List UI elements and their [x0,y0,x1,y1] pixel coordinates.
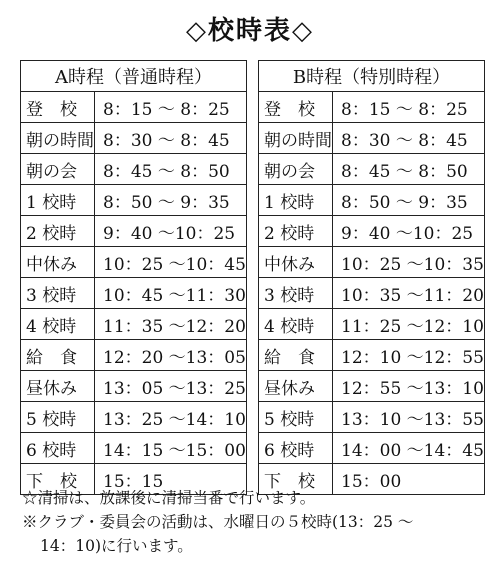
period-label: 下 校 [21,464,95,495]
period-label: 登 校 [21,92,95,123]
schedule-table-a [20,60,247,495]
period-label: 4 校時 [259,309,333,340]
period-label: 5 校時 [259,402,333,433]
period-label: 6 校時 [21,433,95,464]
period-label: 朝の会 [259,154,333,185]
period-time: 8：15 ～ 8：25 [95,92,247,123]
period-label: 2 校時 [259,216,333,247]
period-label: 朝の時間 [21,123,95,154]
period-time: 15：00 [333,464,485,495]
period-label: 給 食 [259,340,333,371]
period-label: 朝の会 [21,154,95,185]
period-time: 8：50 ～ 9：35 [333,185,485,216]
period-time: 8：30 ～ 8：45 [333,123,485,154]
period-time: 13：10 ～13：55 [333,402,485,433]
table-row [259,340,485,371]
table-row [259,433,485,464]
club-note-line-2: 14：10)に行います。 [40,537,193,555]
period-time: 8：15 ～ 8：25 [333,92,485,123]
period-time: 9：40 ～10：25 [333,216,485,247]
table-row [21,185,247,216]
table-row [21,92,247,123]
period-time: 14：00 ～14：45 [333,433,485,464]
period-time: 10：25 ～10：35 [333,247,485,278]
period-time: 15：15 [95,464,247,495]
period-label: 登 校 [259,92,333,123]
period-time: 13：05 ～13：25 [95,371,247,402]
table-row [21,216,247,247]
table-row [21,340,247,371]
table-row [259,402,485,433]
period-label: 中休み [21,247,95,278]
period-label: 下 校 [259,464,333,495]
table-row [21,402,247,433]
table-header-row [21,61,247,92]
table-row [259,185,485,216]
period-time: 8：45 ～ 8：50 [333,154,485,185]
period-label: 4 校時 [21,309,95,340]
table-header-row [259,61,485,92]
schedule-table-b [258,60,485,495]
period-time: 12：20 ～13：05 [95,340,247,371]
table-row [21,154,247,185]
table-row [259,92,485,123]
period-label: 2 校時 [21,216,95,247]
period-time: 8：45 ～ 8：50 [95,154,247,185]
table-row [21,309,247,340]
period-time: 10：35 ～11：20 [333,278,485,309]
period-time: 11：25 ～12：10 [333,309,485,340]
period-time: 10：25 ～10：45 [95,247,247,278]
table-row [259,154,485,185]
period-label: 昼休み [21,371,95,402]
period-label: 3 校時 [259,278,333,309]
period-label: 給 食 [21,340,95,371]
table-row [259,309,485,340]
period-label: 6 校時 [259,433,333,464]
table-row [259,371,485,402]
table-row [21,371,247,402]
period-time: 12：55 ～13：10 [333,371,485,402]
table-row [259,247,485,278]
period-time: 10：45 ～11：30 [95,278,247,309]
table-row [259,278,485,309]
period-label: 中休み [259,247,333,278]
period-time: 8：50 ～ 9：35 [95,185,247,216]
table-row [259,216,485,247]
table-a-header: A時程（普通時程） [21,61,247,92]
period-time: 13：25 ～14：10 [95,402,247,433]
table-b-header: B時程（特別時程） [259,61,485,92]
table-row [21,433,247,464]
period-label: 昼休み [259,371,333,402]
cleaning-note: ☆清掃は、放課後に清掃当番で行います。 [22,489,316,507]
period-time: 8：30 ～ 8：45 [95,123,247,154]
period-label: 1 校時 [21,185,95,216]
notes [22,486,492,558]
period-label: 朝の時間 [259,123,333,154]
table-row [21,278,247,309]
club-note-line-1: ※クラブ・委員会の活動は、水曜日の５校時(13：25 ～ [22,513,414,531]
table-row [21,247,247,278]
page-title: ◇校時表◇ [186,16,314,46]
period-label: 3 校時 [21,278,95,309]
period-time: 9：40 ～10：25 [95,216,247,247]
period-time: 11：35 ～12：20 [95,309,247,340]
period-label: 5 校時 [21,402,95,433]
table-row [21,123,247,154]
period-label: 1 校時 [259,185,333,216]
table-row [259,123,485,154]
period-time: 12：10 ～12：55 [333,340,485,371]
period-time: 14：15 ～15：00 [95,433,247,464]
